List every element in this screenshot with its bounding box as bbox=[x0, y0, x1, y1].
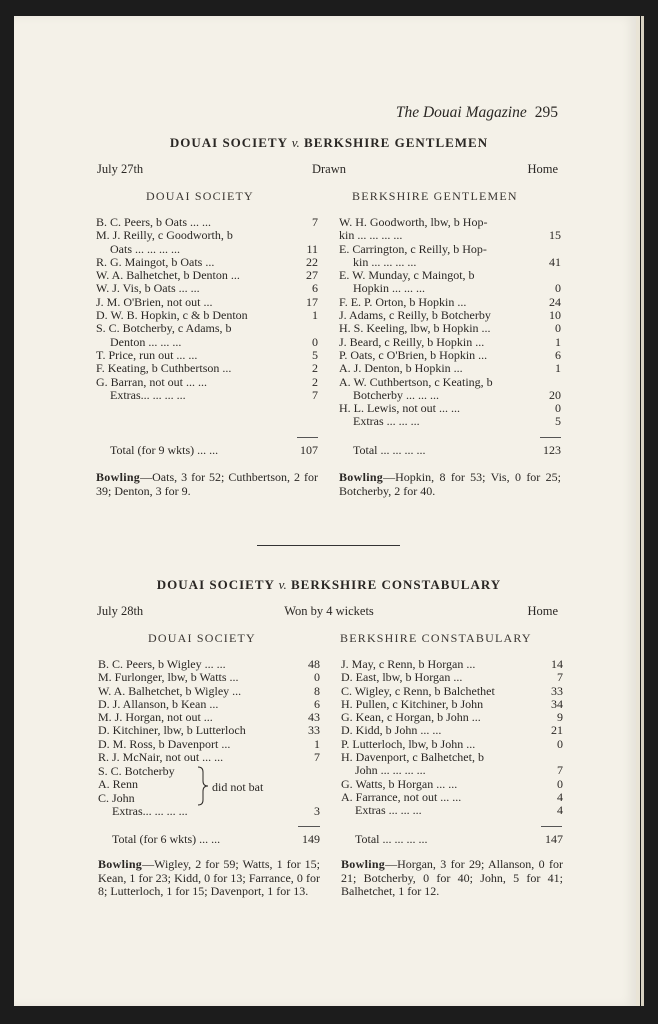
batting-scorecard-right bbox=[339, 216, 561, 429]
row-text: Hopkin ... ... ... bbox=[353, 282, 425, 296]
bowling-summary-left bbox=[96, 471, 318, 498]
row-runs: 11 bbox=[306, 241, 318, 256]
title-versus: v. bbox=[291, 135, 300, 150]
row-text: T. Price, run out ... ... bbox=[96, 348, 198, 362]
row-text: F. E. P. Orton, b Hopkin ... bbox=[339, 295, 467, 309]
scorecard-row bbox=[96, 256, 318, 269]
scorecard-row bbox=[339, 415, 561, 428]
row-runs: 6 bbox=[312, 281, 318, 296]
match-result: Drawn bbox=[311, 162, 346, 176]
batting-scorecard-left bbox=[96, 216, 318, 402]
row-runs: 15 bbox=[549, 228, 561, 243]
row-runs: 6 bbox=[555, 347, 561, 362]
row-runs: 20 bbox=[549, 387, 561, 402]
innings-total-right bbox=[339, 443, 561, 458]
row-text: M. J. Reilly, c Goodworth, b bbox=[96, 229, 233, 243]
row-text: Extras... ... ... ... bbox=[112, 805, 188, 818]
row-runs: 9 bbox=[557, 710, 563, 725]
row-runs: 33 bbox=[308, 723, 320, 738]
row-text: W. A. Balhetchet, b Denton ... bbox=[96, 269, 240, 283]
row-runs: 3 bbox=[314, 804, 320, 818]
match-title bbox=[0, 135, 658, 151]
row-text: W. A. Balhetchet, b Wigley ... bbox=[98, 684, 242, 698]
scorecard-row bbox=[339, 216, 561, 229]
scorecard-row bbox=[98, 724, 320, 737]
row-runs: 5 bbox=[312, 347, 318, 362]
row-text: D. East, lbw, b Horgan ... bbox=[341, 671, 463, 685]
match-date: July 28th bbox=[97, 604, 144, 618]
scorecard-row bbox=[341, 724, 563, 737]
title-right: BERKSHIRE GENTLEMEN bbox=[304, 135, 489, 150]
row-text: A. J. Denton, b Hopkin ... bbox=[339, 362, 463, 376]
scorecard-row bbox=[96, 389, 318, 402]
scorecard-row bbox=[96, 296, 318, 309]
scorecard-row bbox=[341, 764, 563, 777]
row-text: kin ... ... ... ... bbox=[353, 255, 417, 269]
row-runs: 7 bbox=[557, 670, 563, 685]
row-text: J. May, c Renn, b Horgan ... bbox=[341, 658, 476, 671]
match-venue: Home bbox=[527, 162, 558, 176]
innings-total-left bbox=[96, 443, 318, 458]
dnb-name: S. C. Botcherby bbox=[98, 764, 175, 778]
bowling-figures: —Oats, 3 for 52; Cuthbertson, 2 for 39; Denton, 3 for 9. bbox=[96, 470, 318, 498]
scorecard-row bbox=[98, 685, 320, 698]
row-text: G. Watts, b Horgan ... ... bbox=[341, 777, 458, 791]
bowling-label: Bowling bbox=[341, 857, 386, 871]
total-rule bbox=[297, 437, 318, 438]
did-not-bat-names bbox=[98, 765, 175, 805]
match-venue: Home bbox=[527, 604, 558, 618]
row-text: Extras... ... ... ... bbox=[110, 388, 186, 402]
row-runs: 0 bbox=[312, 334, 318, 349]
scorecard-row bbox=[341, 698, 563, 711]
scorecard-row bbox=[339, 269, 561, 282]
scorecard-row bbox=[96, 229, 318, 242]
scorecard-row bbox=[339, 243, 561, 256]
scorecard-row bbox=[341, 711, 563, 724]
total-value: 147 bbox=[545, 832, 563, 846]
section-divider bbox=[257, 545, 400, 546]
row-runs: 21 bbox=[551, 723, 563, 738]
row-runs: 27 bbox=[306, 268, 318, 283]
row-runs: 0 bbox=[555, 321, 561, 336]
row-text: Denton ... ... ... bbox=[110, 335, 182, 349]
scorecard-row bbox=[96, 376, 318, 389]
row-runs: 0 bbox=[555, 401, 561, 416]
scorecard-row bbox=[339, 256, 561, 269]
row-text: A. Farrance, not out ... ... bbox=[341, 790, 462, 804]
row-text: P. Lutterloch, lbw, b John ... bbox=[341, 737, 476, 751]
scorecard-row bbox=[339, 349, 561, 362]
extras-row bbox=[98, 805, 320, 818]
scorecard-row bbox=[96, 336, 318, 349]
row-text: S. C. Botcherby, c Adams, b bbox=[96, 322, 232, 336]
scorecard-row bbox=[339, 362, 561, 375]
total-rule bbox=[541, 826, 562, 827]
row-text: D. W. B. Hopkin, c & b Denton bbox=[96, 309, 248, 323]
row-runs: 5 bbox=[555, 414, 561, 429]
row-runs: 0 bbox=[557, 736, 563, 751]
row-text: B. C. Peers, b Wigley ... ... bbox=[98, 658, 226, 671]
row-runs: 7 bbox=[314, 750, 320, 765]
row-runs: 17 bbox=[306, 294, 318, 309]
scorecard-row bbox=[339, 402, 561, 415]
row-runs: 43 bbox=[308, 710, 320, 725]
row-runs: 6 bbox=[314, 696, 320, 711]
scorecard-row bbox=[96, 269, 318, 282]
bowling-figures: —Hopkin, 8 for 53; Vis, 0 for 25; Botcherby, 2 for 40. bbox=[339, 470, 561, 498]
magazine-title: The Douai Magazine bbox=[395, 104, 527, 121]
row-text: D. Kidd, b John ... ... bbox=[341, 724, 442, 738]
row-runs: 2 bbox=[312, 374, 318, 389]
row-text: J. Adams, c Reilly, b Botcherby bbox=[339, 309, 491, 323]
scorecard-row bbox=[98, 738, 320, 751]
row-text: P. Oats, c O'Brien, b Hopkin ... bbox=[339, 348, 488, 362]
bowling-summary-right bbox=[339, 471, 561, 498]
scorecard-row bbox=[339, 322, 561, 335]
right-team-heading: BERKSHIRE CONSTABULARY bbox=[340, 631, 532, 645]
scorecard-row bbox=[96, 309, 318, 322]
row-text: G. Kean, c Horgan, b John ... bbox=[341, 711, 481, 725]
row-text: E. W. Munday, c Maingot, b bbox=[339, 269, 475, 283]
scorecard-row bbox=[96, 349, 318, 362]
scorecard-row bbox=[341, 791, 563, 804]
scorecard-row bbox=[339, 282, 561, 295]
row-runs: 4 bbox=[557, 789, 563, 804]
row-runs: 1 bbox=[555, 361, 561, 376]
scorecard-row bbox=[339, 389, 561, 402]
title-left: DOUAI SOCIETY bbox=[156, 577, 275, 592]
brace-icon bbox=[196, 766, 210, 806]
bowling-label: Bowling bbox=[96, 470, 141, 484]
batting-scorecard-left bbox=[98, 658, 320, 764]
bowling-figures: —Wigley, 2 for 59; Watts, 1 for 15; Kean, 1 for 23; Kidd, 0 for 13; Farrance, 0 for 8; Lutterloch, 1 for 15; Davenport, 1 for 13. bbox=[98, 857, 320, 898]
running-header bbox=[396, 104, 558, 122]
scorecard-row bbox=[339, 309, 561, 322]
row-text: M. Furlonger, lbw, b Watts ... bbox=[98, 671, 239, 685]
scorecard-row bbox=[96, 243, 318, 256]
row-text: kin ... ... ... ... bbox=[339, 229, 403, 243]
row-runs: 0 bbox=[314, 670, 320, 685]
dnb-name: C. John bbox=[98, 790, 135, 805]
row-runs: 4 bbox=[557, 803, 563, 818]
match-result: Won by 4 wickets bbox=[284, 604, 374, 618]
row-text: G. Barran, not out ... ... bbox=[96, 375, 207, 389]
total-rule bbox=[298, 826, 320, 827]
did-not-bat-label: did not bat bbox=[212, 780, 264, 794]
scorecard-row bbox=[341, 804, 563, 817]
scorecard-row bbox=[341, 778, 563, 791]
row-runs: 41 bbox=[549, 254, 561, 269]
row-text: J. M. O'Brien, not out ... bbox=[96, 295, 213, 309]
row-text: W. J. Vis, b Oats ... ... bbox=[96, 282, 200, 296]
row-runs: 2 bbox=[312, 361, 318, 376]
total-rule bbox=[540, 437, 561, 438]
row-text: E. Carrington, c Reilly, b Hop- bbox=[339, 242, 487, 256]
row-text: F. Keating, b Cuthbertson ... bbox=[96, 362, 232, 376]
scorecard-row bbox=[341, 738, 563, 751]
scorecard-row bbox=[98, 671, 320, 684]
row-runs: 24 bbox=[549, 294, 561, 309]
total-label: Total (for 9 wkts) ... ... bbox=[110, 443, 219, 457]
row-text: John ... ... ... ... bbox=[355, 764, 426, 778]
match-title bbox=[0, 577, 658, 593]
row-text: D. M. Ross, b Davenport ... bbox=[98, 737, 231, 751]
total-label: Total (for 6 wkts) ... ... bbox=[112, 832, 221, 846]
scorecard-row bbox=[96, 362, 318, 375]
row-text: Extras ... ... ... bbox=[355, 804, 422, 818]
row-text: H. Davenport, c Balhetchet, b bbox=[341, 751, 484, 765]
row-text: Extras ... ... ... bbox=[353, 415, 420, 429]
scorecard-row bbox=[96, 216, 318, 229]
scorecard-row bbox=[341, 671, 563, 684]
right-team-heading: BERKSHIRE GENTLEMEN bbox=[352, 189, 518, 203]
title-right: BERKSHIRE CONSTABULARY bbox=[290, 577, 502, 592]
row-text: J. Beard, c Reilly, b Hopkin ... bbox=[339, 335, 485, 349]
scorecard-row bbox=[98, 711, 320, 724]
row-text: W. H. Goodworth, lbw, b Hop- bbox=[339, 216, 488, 229]
innings-total-right bbox=[341, 832, 563, 847]
row-runs: 0 bbox=[557, 776, 563, 791]
row-runs: 14 bbox=[551, 657, 563, 671]
total-value: 123 bbox=[543, 443, 561, 457]
scorecard-row bbox=[341, 685, 563, 698]
row-text: H. S. Keeling, lbw, b Hopkin ... bbox=[339, 322, 491, 336]
bowling-label: Bowling bbox=[339, 470, 384, 484]
row-runs: 48 bbox=[308, 657, 320, 671]
row-runs: 1 bbox=[314, 736, 320, 751]
row-text: D. Kitchiner, lbw, b Lutterloch bbox=[98, 724, 246, 738]
row-text: H. L. Lewis, not out ... ... bbox=[339, 402, 460, 416]
row-runs: 1 bbox=[312, 308, 318, 323]
row-text: B. C. Peers, b Oats ... ... bbox=[96, 216, 211, 229]
scorecard-row bbox=[96, 282, 318, 295]
bowling-label: Bowling bbox=[98, 857, 143, 871]
batting-scorecard-right bbox=[341, 658, 563, 818]
row-runs: 22 bbox=[306, 254, 318, 269]
scorecard-row bbox=[341, 658, 563, 671]
match-date: July 27th bbox=[97, 162, 144, 176]
total-value: 149 bbox=[302, 832, 320, 846]
scorecard-row bbox=[339, 336, 561, 349]
bowling-figures: —Horgan, 3 for 29; Allanson, 0 for 21; Botcherby, 0 for 40; John, 5 for 41; Balhetchet, 1 for 12. bbox=[341, 857, 563, 898]
scorecard-row bbox=[341, 751, 563, 764]
row-text: Botcherby ... ... ... bbox=[353, 388, 439, 402]
left-team-heading: DOUAI SOCIETY bbox=[148, 631, 256, 645]
row-text: R. J. McNair, not out ... ... bbox=[98, 751, 224, 765]
row-runs: 0 bbox=[555, 281, 561, 296]
total-label: Total ... ... ... ... bbox=[355, 832, 428, 846]
scorecard-row bbox=[339, 376, 561, 389]
row-runs: 7 bbox=[557, 763, 563, 778]
row-runs: 33 bbox=[551, 683, 563, 698]
title-left: DOUAI SOCIETY bbox=[169, 135, 288, 150]
row-text: C. Wigley, c Renn, b Balchethet bbox=[341, 684, 495, 698]
row-runs: 1 bbox=[555, 334, 561, 349]
row-text: R. G. Maingot, b Oats ... bbox=[96, 255, 215, 269]
scorecard-row bbox=[339, 296, 561, 309]
left-team-heading: DOUAI SOCIETY bbox=[146, 189, 254, 203]
row-runs: 34 bbox=[551, 696, 563, 711]
dnb-name: A. Renn bbox=[98, 777, 138, 792]
row-runs: 7 bbox=[312, 215, 318, 229]
bowling-summary-right bbox=[341, 858, 563, 899]
row-text: H. Pullen, c Kitchiner, b John bbox=[341, 697, 484, 711]
scorecard-row bbox=[96, 322, 318, 335]
total-label: Total ... ... ... ... bbox=[353, 443, 426, 457]
row-runs: 8 bbox=[314, 683, 320, 698]
row-runs: 10 bbox=[549, 308, 561, 323]
scorecard-row bbox=[98, 698, 320, 711]
total-value: 107 bbox=[300, 443, 318, 457]
scorecard-row bbox=[98, 751, 320, 764]
row-text: A. W. Cuthbertson, c Keating, b bbox=[339, 375, 493, 389]
title-versus: v. bbox=[278, 577, 287, 592]
bowling-summary-left bbox=[98, 858, 320, 899]
innings-total-left bbox=[98, 832, 320, 847]
row-runs: 7 bbox=[312, 387, 318, 402]
row-text: Oats ... ... ... ... bbox=[110, 242, 180, 256]
row-text: D. J. Allanson, b Kean ... bbox=[98, 697, 219, 711]
row-text: M. J. Horgan, not out ... bbox=[98, 711, 213, 725]
scorecard-row bbox=[98, 658, 320, 671]
page-number: 295 bbox=[534, 104, 558, 121]
scorecard-row bbox=[339, 229, 561, 242]
